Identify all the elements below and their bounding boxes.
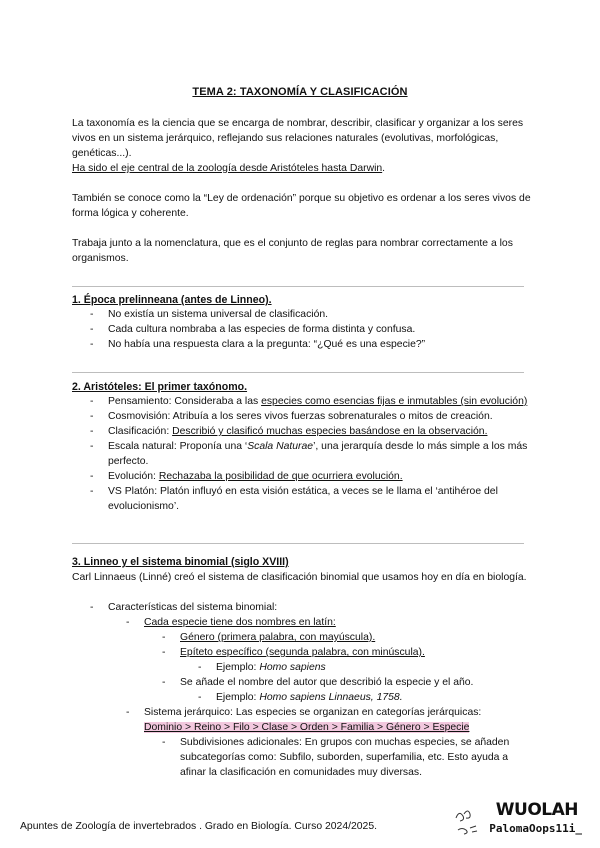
uploader-name: PalomaOops11i_ [489, 822, 582, 835]
list-item: - VS Platón: Platón influyó en esta visión estática, a veces se le llama el ‘antihéroe del evolucionismo’. [90, 484, 530, 514]
section-3-heading: 3. Linneo y el sistema binomial (siglo XVIII) [72, 556, 289, 568]
list-item: - Clasificación: Describió y clasificó muchas especies basándose en la observación. [90, 424, 530, 439]
list-item: - No existía un sistema universal de clasificación. [90, 307, 530, 322]
author-list [162, 675, 522, 690]
name-parts-list [162, 630, 522, 660]
list-item: - Evolución: Rechazaba la posibilidad de que ocurriera evolución. [90, 469, 530, 484]
intro-paragraph-1: La taxonomía es la ciencia que se encarga de nombrar, describir, clasificar y organizar a los seres vivos en un sistema jerárquico, reflejando sus relaciones naturales (evolutivas, morfológicas, genéticas...). Ha sido el eje central de la zoología desde Aristóteles hasta Darwin. [72, 118, 524, 174]
list-item: - Cosmovisión: Atribuía a los seres vivos fuerzas sobrenaturales o mitos de creación. [90, 409, 530, 424]
section-2-list [90, 394, 530, 514]
intro-paragraph-3: Trabaja junto a la nomenclatura, que es el conjunto de reglas para nombrar correctamente a los organismos. [72, 238, 513, 264]
wuolah-logo: WUOLAH [495, 800, 578, 820]
hierarchy-list [126, 705, 530, 735]
binomial-sublist [126, 615, 526, 630]
page-title: TEMA 2: TAXONOMÍA Y CLASIFICACIÓN [192, 86, 408, 98]
signature-scribble-icon [452, 804, 492, 838]
list-item: - Género (primera palabra, con mayúscula). [162, 630, 522, 645]
list-item: - Pensamiento: Consideraba a las especies como esencias fijas e inmutables (sin evolución) [90, 394, 530, 409]
intro-paragraph-2: También se conoce como la “Ley de ordenación” porque su objetivo es ordenar a los seres vivos de forma lógica y coherente. [72, 193, 531, 219]
list-item: - Se añade el nombre del autor que describió la especie y el año. [162, 675, 522, 690]
list-item: - Ejemplo: Homo sapiens Linnaeus, 1758. [198, 690, 518, 705]
section-2-heading: 2. Aristóteles: El primer taxónomo. [72, 381, 248, 393]
list-item: - Ejemplo: Homo sapiens [198, 660, 518, 675]
list-item: - No había una respuesta clara a la pregunta: “¿Qué es una especie?” [90, 337, 530, 352]
list-item: - Cada cultura nombraba a las especies de forma distinta y confusa. [90, 322, 530, 337]
list-item: - Cada especie tiene dos nombres en latín: [126, 615, 526, 630]
list-item: - Escala natural: Proponía una ‘Scala Naturae’, una jerarquía desde lo más simple a los más perfecto. [90, 439, 530, 469]
binomial-list [90, 600, 530, 615]
section-divider [72, 543, 524, 544]
underlined-sentence: Ha sido el eje central de la zoología desde Aristóteles hasta Darwin [72, 163, 383, 174]
section-divider [72, 286, 524, 287]
list-item: - Sistema jerárquico: Las especies se organizan en categorías jerárquicas: Dominio > Reino > Filo > Clase > Orden > Familia > Género > Especie [126, 705, 530, 735]
section-divider [72, 372, 524, 373]
section-3-paragraph: Carl Linnaeus (Linné) creó el sistema de clasificación binomial que usamos hoy en día en biología. [72, 572, 527, 583]
page-footer: Apuntes de Zoología de invertebrados . Grado en Biología. Curso 2024/2025. [20, 821, 377, 832]
hierarchy-categories: Dominio > Reino > Filo > Clase > Orden > Familia > Género > Especie [144, 722, 470, 733]
list-item: - Características del sistema binomial: [90, 600, 530, 615]
subdivision-list [162, 735, 512, 780]
list-item: - Epíteto específico (segunda palabra, con minúscula). [162, 645, 522, 660]
example-list-1 [198, 660, 518, 675]
section-1-heading: 1. Época prelinneana (antes de Linneo). [72, 294, 272, 306]
wuolah-watermark [436, 800, 582, 840]
list-item: - Subdivisiones adicionales: En grupos con muchas especies, se añaden subcategorías como: Subfilo, suborden, superfamilia, etc. Esto ayuda a afinar la clasificación en comunidades muy diversas. [162, 735, 512, 780]
example-list-2 [198, 690, 518, 705]
section-1-list [90, 307, 530, 352]
